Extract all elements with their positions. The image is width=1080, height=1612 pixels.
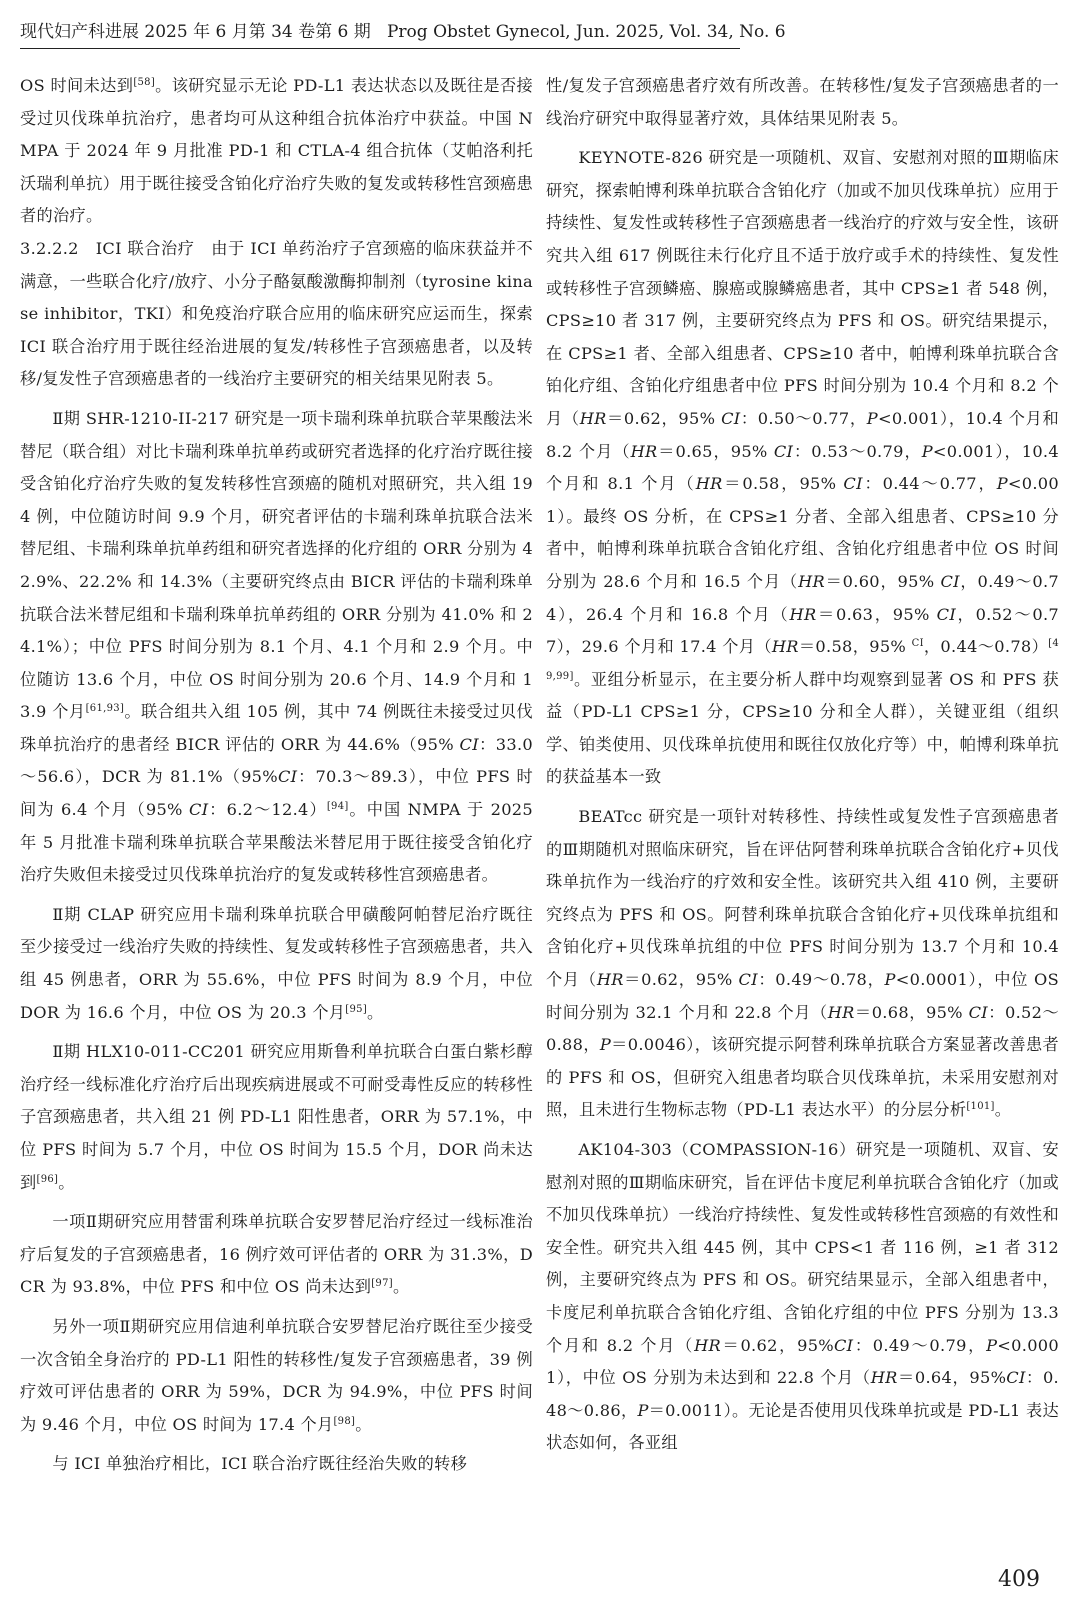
paragraph: 3.2.2.2 ICI 联合治疗 由于 ICI 单药治疗子宫颈癌的临床获益并不满意，一些联合化疗/放疗、小分子酪氨酸激酶抑制剂（tyrosine kinase inhibitor，TKI）和免疫治疗联合应用的临床研究应运而生，探索 ICI 联合治疗用于既往经治进展的复发/转移性子宫颈癌患者，以及转移/复发性子宫颈癌患者的一线治疗主要研究的相关结果见附表 5。	[20, 238, 533, 389]
journal-issue: 现代妇产科进展 2025 年 6 月第 34 卷第 6 期	[20, 22, 371, 42]
paragraph: Ⅱ期 SHR-1210-II-217 研究是一项卡瑞利珠单抗联合苹果酸法米替尼（联合组）对比卡瑞利珠单抗单药或研究者选择的化疗治疗既往接受含铂化疗治疗失败的复发转移性宫颈癌的随机对照研究，共入组 194 例，中位随访时间 9.9 个月，研究者评估的卡瑞利珠单抗联合法米替尼组、卡瑞利珠单抗单药组和研究者选择的化疗组的 ORR 分别为 42.9%、22.2% 和 14.3%（主要研究终点由 BICR 评估的卡瑞利珠单抗联合法米替尼组和卡瑞利珠单抗单药组的 ORR 分别为 41.0% 和 24.1%）；中位 PFS 时间分别为 8.1 个月、4.1 个月和 2.9 个月。中位随访 13.6 个月，中位 OS 时间分别为 20.6 个月、14.9 个月和 13.9 个月[61,93]。联合组共入组 105 例，其中 74 例既往未接受过贝伐珠单抗治疗的患者经 BICR 评估的 ORR 为 44.6%（95% CI：33.0～56.6），DCR 为 81.1%（95%CI：70.3～89.3），中位 PFS 时间为 6.4 个月（95% CI：6.2～12.4）[94]。中国 NMPA 于 2025 年 5 月批准卡瑞利珠单抗联合苹果酸法米替尼用于既往接受含铂化疗治疗失败但未接受过贝伐珠单抗治疗的复发或转移性宫颈癌患者。	[20, 408, 534, 885]
paragraph: 与 ICI 单独治疗相比，ICI 联合治疗既往经治失败的转移	[52, 1454, 468, 1474]
citation[interactable]: [96]	[36, 1173, 59, 1185]
citation[interactable]: [58]	[133, 77, 156, 88]
citation[interactable]: [94]	[326, 801, 349, 813]
section-heading: 3.2.2.2 ICI 联合治疗	[20, 238, 195, 258]
citation[interactable]: [61,93]	[85, 703, 125, 715]
citation[interactable]: [95]	[345, 1003, 368, 1015]
journal-english: Prog Obstet Gynecol, Jun. 2025, Vol. 34, No. 6	[386, 22, 786, 42]
paragraph: OS 时间未达到[58]。该研究显示无论 PD-L1 表达状态以及既往是否接受过贝伐珠单抗治疗，患者均可从这种组合抗体治疗中获益。中国 NMPA 于 2024 年 9 月批准 PD-1 和 CTLA-4 组合抗体（艾帕洛利托沃瑞利单抗）用于既往接受含铂化疗治疗失败的复发或转移性宫颈癌患者的治疗。	[20, 76, 533, 226]
citation[interactable]: [98]	[333, 1415, 356, 1427]
paragraph: 性/复发子宫颈癌患者疗效有所改善。在转移性/复发子宫颈癌患者的一线治疗研究中取得显著疗效，具体结果见附表 5。	[546, 76, 1059, 128]
citation[interactable]: [101]	[966, 1101, 995, 1113]
paragraph: 另外一项Ⅱ期研究应用信迪利单抗联合安罗替尼治疗既往至少接受一次含铂全身治疗的 PD-L1 阳性的转移性/复发子宫颈癌患者，39 例疗效可评估患者的 ORR 为 59%，DCR 为 94.9%，中位 PFS 时间为 9.46 个月，中位 OS 时间为 17.4 个月[98]。	[20, 1316, 533, 1434]
right-column	[546, 70, 1059, 1460]
paragraph: KEYNOTE-826 研究是一项随机、双盲、安慰剂对照的Ⅲ期临床研究，探索帕博利珠单抗联合含铂化疗（加或不加贝伐珠单抗）应用于持续性、复发性或转移性子宫颈癌患者一线治疗的疗效与安全性，该研究共入组 617 例既往未行化疗且不适于放疗或手术的持续性、复发性或转移性子宫颈鳞癌、腺癌或腺鳞癌患者，其中 CPS≥1 者 548 例，CPS≥10 者 317 例，主要研究终点为 PFS 和 OS。研究结果提示，在 CPS≥1 者、全部入组患者、CPS≥10 者中，帕博利珠单抗联合含铂化疗组、含铂化疗组患者中位 PFS 时间分别为 10.4 个月和 8.2 个月（HR＝0.62，95% CI：0.50～0.77，P<0.001），10.4 个月和 8.2 个月（HR＝0.65，95% CI：0.53～0.79，P<0.001），10.4 个月和 8.1 个月（HR＝0.58，95% CI：0.44～0.77，P<0.001）。最终 OS 分析，在 CPS≥1 分者、全部入组患者、CPS≥10 分者中，帕博利珠单抗联合含铂化疗组、含铂化疗组患者中位 OS 时间分别为 28.6 个月和 16.5 个月（HR＝0.60，95% CI，0.49～0.74），26.4 个月和 16.8 个月（HR＝0.63，95% CI，0.52～0.77），29.6 个月和 17.4 个月（HR＝0.58，95% $^{CI}$，0.44～0.78）[49,99]。亚组分析显示，在主要分析人群中均观察到显著 OS 和 PFS 获益（PD-L1 CPS≥1 分，CPS≥10 分和全人群），关键亚组（组织学、铂类使用、贝伐珠单抗使用和既往仅放化疗等）中，帕博利珠单抗的获益基本一致	[546, 148, 1060, 787]
paragraph: AK104-303（COMPASSION-16）研究是一项随机、双盲、安慰剂对照的Ⅲ期临床研究，旨在评估卡度尼利单抗联合含铂化疗（加或不加贝伐珠单抗）一线治疗持续性、复发性或转移性宫颈癌的有效性和安全性。研究共入组 445 例，其中 CPS<1 者 116 例，≥1 者 312 例，主要研究终点为 PFS 和 OS。研究结果显示，全部入组患者中，卡度尼利单抗联合含铂化疗组、含铂化疗组的中位 PFS 分别为 13.3 个月和 8.2 个月（HR＝0.62，95%CI：0.49～0.79，P<0.0001），中位 OS 分别为未达到和 22.8 个月（HR＝0.64，95%CI：0.48～0.86，P＝0.0011）。无论是否使用贝伐珠单抗或是 PD-L1 表达状态如何，各亚组	[546, 1140, 1059, 1453]
paragraph: Ⅱ期 CLAP 研究应用卡瑞利珠单抗联合甲磺酸阿帕替尼治疗既往至少接受过一线治疗失败的持续性、复发或转移性子宫颈癌患者，共入组 45 例患者，ORR 为 55.6%，中位 PFS 时间为 8.9 个月，中位 DOR 为 16.6 个月，中位 OS 为 20.3 个月[95]。	[20, 904, 533, 1022]
paragraph: 一项Ⅱ期研究应用替雷利珠单抗联合安罗替尼治疗经过一线标准治疗后复发的子宫颈癌患者，16 例疗效可评估者的 ORR 为 31.3%，DCR 为 93.8%，中位 PFS 和中位 OS 尚未达到[97]。	[20, 1212, 533, 1297]
citation[interactable]: CI	[911, 638, 924, 650]
citation[interactable]: [97]	[371, 1278, 393, 1290]
running-header	[20, 20, 786, 49]
page-number: 409	[998, 1567, 1040, 1592]
paragraph: BEATcc 研究是一项针对转移性、持续性或复发性子宫颈癌患者的Ⅲ期随机对照临床研究，旨在评估阿替利珠单抗联合含铂化疗+贝伐珠单抗作为一线治疗的疗效和安全性。该研究共入组 410 例，主要研究终点为 PFS 和 OS。阿替利珠单抗联合含铂化疗+贝伐珠单抗组和含铂化疗+贝伐珠单抗组的中位 PFS 时间分别为 13.7 个月和 10.4 个月（HR＝0.62，95% CI：0.49～0.78，P<0.0001），中位 OS 时间分别为 32.1 个月和 22.8 个月（HR＝0.68，95% CI：0.52～0.88，P＝0.0046），该研究提示阿替利珠单抗联合方案显著改善患者的 PFS 和 OS，但研究入组患者均联合贝伐珠单抗，未采用安慰剂对照，且未进行生物标志物（PD-L1 表达水平）的分层分析[101]。	[546, 807, 1060, 1120]
citation[interactable]: [49,99]	[546, 638, 1059, 682]
left-column	[20, 70, 533, 1481]
paragraph: Ⅱ期 HLX10-011-CC201 研究应用斯鲁利单抗联合白蛋白紫杉醇治疗经一线标准化疗治疗后出现疾病进展或不可耐受毒性反应的转移性子宫颈癌患者，共入组 21 例 PD-L1 阳性患者，ORR 为 57.1%，中位 PFS 时间为 5.7 个月，中位 OS 时间为 15.5 个月，DOR 尚未达到[96]。	[20, 1042, 533, 1192]
